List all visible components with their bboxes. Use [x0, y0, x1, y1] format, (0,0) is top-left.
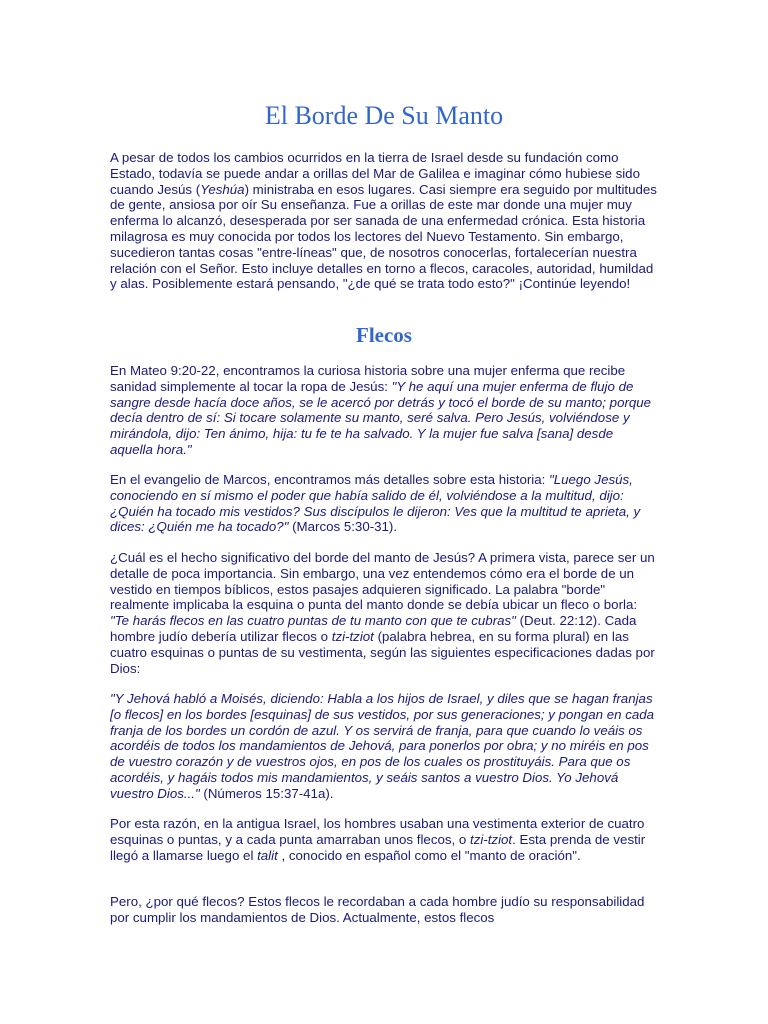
paragraph-talit — [110, 816, 658, 863]
numeros-reference: (Números 15:37-41a). — [199, 785, 334, 801]
intro-paragraph — [110, 150, 658, 292]
borde-text-1: ¿Cuál es el hecho significativo del borde del manto de Jesús? A primera vista, parece ser un detalle de poca importancia. Sin embargo, una vez entendemos cómo era el borde de un vestido en tiempos bíblicos, estos pasajes adquieren significado. La palabra "borde" realmente implicaba la esquina o punta del manto donde se debía ubicar un fleco o borla: — [110, 550, 655, 613]
talit-tzitziot: tzi-tziot — [470, 831, 513, 847]
intro-text-yeshua: Yeshúa — [200, 181, 245, 197]
borde-text-2: (Deut. 22:12). Cada hombre judío debería utilizar flecos o — [110, 613, 637, 644]
marcos-reference: (Marcos 5:30-31). — [288, 519, 398, 535]
numeros-quote: "Y Jehová habló a Moisés, diciendo: Habla a los hijos de Israel, y diles que se hagan franjas [o flecos] en los bordes [esquinas] de sus vestidos, por sus generaciones; y pongan en cada franja de los bordes un cordón de azul. Y os servirá de franja, para que cuando lo veáis os acordéis de todos los mandamientos de Jehová, para ponerlos por obra; y no miréis en pos de vuestro corazón y de vuestros ojos, en pos de los cuales os prostituyáis. Para que os acordéis, y hagáis todos mis mandamientos, y seáis santos a vuestro Dios. Yo Jehová vuestro Dios..." — [110, 691, 655, 801]
paragraph-borde — [110, 550, 658, 676]
mateo-quote: "Y he aquí una mujer enferma de flujo de sangre desde hacía doce años, se le acercó por detrás y tocó el borde de su manto; porque decía dentro de sí: Si tocare solamente su manto, seré salva. Pero Jesús, volviéndose y mirándola, dijo: Ten ánimo, hija: tu fe te ha salvado. Y la mujer fue salva [sana] desde aquella hora." — [110, 378, 652, 457]
intro-text-2: ) ministraba en esos lugares. Casi siempre era seguido por multitudes de gente, ansiosa por oír Su enseñanza. Fue a orillas de este mar donde una mujer muy enferma lo alcanzó, desesperada por ser sanada de una enfermedad crónica. Esta historia milagrosa es muy conocida por todos los lectores del Nuevo Testamento. Sin embargo, sucedieron tantas cosas "entre-líneas" que, de nosotros conocerlas, fortalecerían nuestra relación con el Señor. Esto incluye detalles en torno a flecos, caracoles, autoridad, humildad y alas. Posiblemente estará pensando, "¿de qué se trata todo esto?" ¡Continúe leyendo! — [110, 181, 657, 292]
borde-text-3: (palabra hebrea, en su forma plural) en las cuatro esquinas o puntas de su vestimenta, según las siguientes especificaciones dadas por Dios: — [110, 628, 655, 676]
talit-word: talit — [257, 847, 278, 863]
marcos-quote: "Luego Jesús, conociendo en sí mismo el poder que había salido de él, volviéndose a la multitud, dijo: ¿Quién ha tocado mis vestidos? Sus discípulos le dijeron: Ves que la multitud te aprieta, y dices: ¿Quién me ha tocado?" — [110, 472, 641, 535]
talit-text-2: . Esta prenda de vestir llegó a llamarse luego el — [110, 831, 646, 863]
document-title: El Borde De Su Manto — [264, 101, 504, 130]
talit-text-1: Por esta razón, en la antigua Israel, los hombres usaban una vestimenta exterior de cuatro esquinas o puntas, y a cada punta amarraban unos flecos, o — [110, 816, 645, 847]
paragraph-mateo — [110, 363, 658, 458]
intro-text-1: A pesar de todos los cambios ocurridos en la tierra de Israel desde su fundación como Estado, todavía se puede andar a orillas del Mar de Galilea e imaginar cómo hubiese sido cuando Jesús ( — [110, 150, 640, 197]
paragraph-porque-flecos — [110, 894, 658, 926]
paragraph-marcos — [110, 472, 658, 535]
marcos-text: En el evangelio de Marcos, encontramos más detalles sobre esta historia: — [110, 472, 550, 487]
paragraph-numeros — [110, 691, 658, 802]
talit-text-3: , conocido en español como el "manto de oración". — [277, 847, 581, 863]
borde-quote: "Te harás flecos en las cuatro puntas de tu manto con que te cubras" — [110, 613, 516, 629]
mateo-text: En Mateo 9:20-22, encontramos la curiosa historia sobre una mujer enferma que recibe sanidad simplemente al tocar la ropa de Jesús: — [110, 363, 626, 394]
borde-tzitziot: tzi-tziot — [331, 628, 374, 644]
section-heading-flecos: Flecos — [356, 323, 412, 347]
porque-flecos-text: Pero, ¿por qué flecos? Estos flecos le recordaban a cada hombre judío su responsabilidad por cumplir los mandamientos de Dios. Actualmente, estos flecos — [110, 894, 645, 925]
